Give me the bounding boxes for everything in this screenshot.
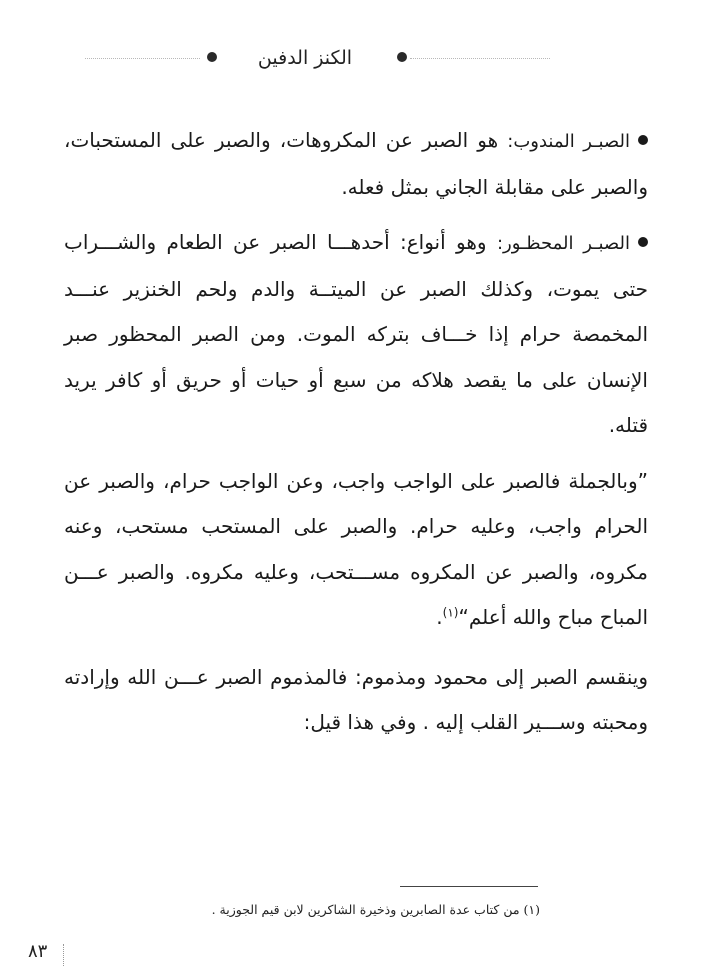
- footnote: (١) من كتاب عدة الصابرين وذخيرة الشاكرين لابن قيم الجوزية .: [211, 902, 540, 917]
- running-header: [0, 44, 705, 74]
- bullet-text: وهو أنواع: أحدهـــا الصبر عن الطعام والشـــراب حتى يموت، وكذلك الصبر عن الميتــة والدم ولحم الخنزير عنـــد المخمصة حرام إذا خـــاف بتركه الموت. ومن الصبر المحظور صبر الإنسان على ما يقصد هلاكه من سبع أو حيات أو حريق أو كافر يريد قتله.: [64, 230, 648, 437]
- header-dotted-rule-left: [85, 58, 200, 59]
- paragraph-text: وينقسم الصبر إلى محمود ومذموم: فالمذموم الصبر عـــن الله وإرادته ومحبته وســـير القلب إليه . وفي هذا قيل:: [64, 664, 648, 734]
- header-bullet-left: [207, 52, 217, 62]
- header-bullet-right: [397, 52, 407, 62]
- footnote-separator: [400, 886, 538, 887]
- term-recommended-patience: الصبـر المندوب:: [507, 131, 630, 152]
- page-edge-mark: [63, 944, 64, 966]
- page-number: ٨٣: [28, 941, 48, 962]
- quote-text: ”وبالجملة فالصبر على الواجب واجب، وعن الواجب حرام، والصبر عن الحرام واجب، وعليه حرام. والصبر على المستحب مستحب، وعنه مكروه، والصبر عن المكروه مســـتحب، وعليه مكروه. والصبر عـــن المباح مباح والله أعلم“: [64, 468, 648, 629]
- page-body: [64, 118, 648, 746]
- bullet-paragraph-forbidden-patience: [64, 220, 648, 449]
- bullet-paragraph-recommended-patience: [64, 118, 648, 210]
- paragraph-praised-blamed: [64, 655, 648, 746]
- bullet-icon: [638, 135, 648, 145]
- term-forbidden-patience: الصبـر المحظـور:: [496, 233, 630, 254]
- quote-paragraph: [64, 459, 648, 641]
- bullet-icon: [638, 237, 648, 247]
- bullet-text: هو الصبر عن المكروهات، والصبر على المستحبات، والصبر على مقابلة الجاني بمثل فعله.: [64, 128, 648, 199]
- quote-end: .: [436, 605, 443, 629]
- running-header-title: الكنز الدفين: [257, 47, 353, 69]
- footnote-reference[interactable]: (١): [442, 605, 459, 620]
- header-dotted-rule-right: [410, 58, 550, 59]
